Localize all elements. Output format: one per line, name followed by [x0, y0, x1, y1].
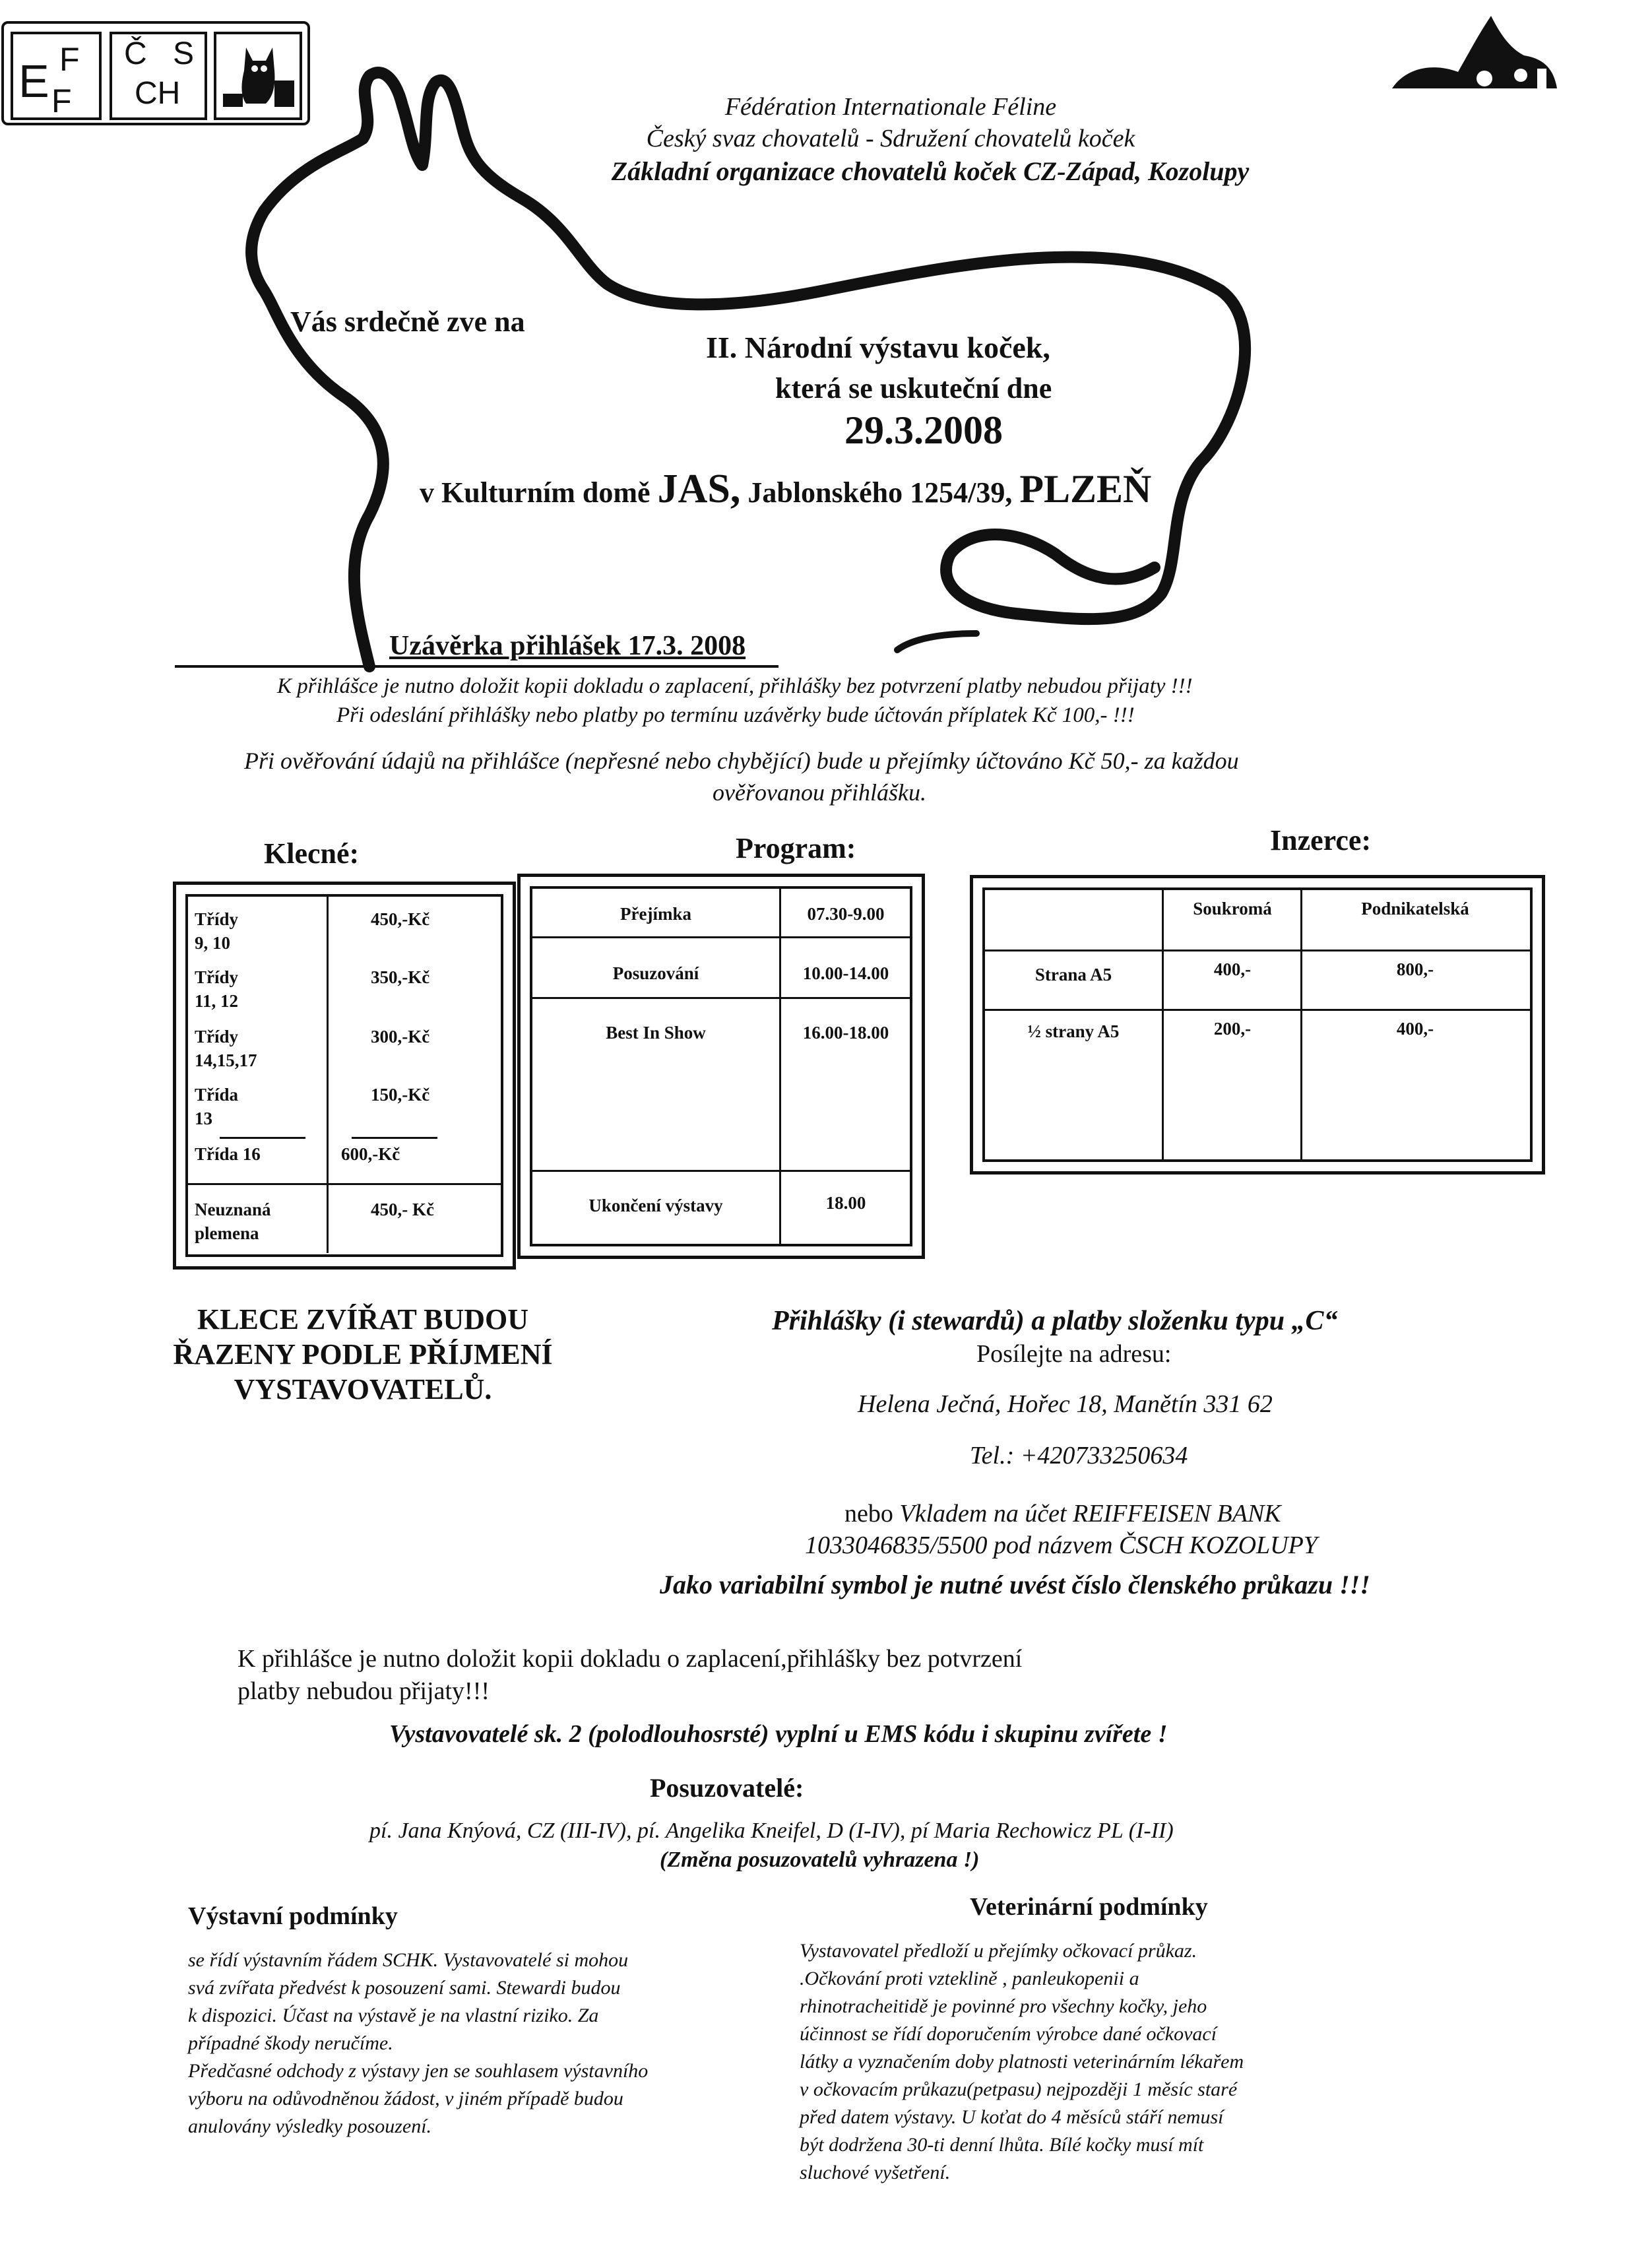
conditions-title: Výstavní podmínky [188, 1902, 398, 1930]
csch-letter: Č [124, 36, 147, 71]
table-row-value: 600,-Kč [341, 1144, 400, 1164]
section-program: Program: [736, 832, 856, 864]
invitation-intro: Vás srdečně zve na [290, 306, 525, 338]
conditions-line: případné škody neručíme. [188, 2032, 393, 2054]
vet-line: v očkovacím průkazu(petpasu) nejpozději 1 měsíc staré [800, 2078, 1238, 2100]
inzerce-price: 400,- [1396, 1019, 1434, 1039]
payment-note-line: K přihlášce je nutno doložit kopii dokladu o zaplacení,přihlášky bez potvrzení [238, 1645, 1023, 1673]
cages-line: VYSTAVOVATELŮ. [234, 1372, 492, 1405]
vet-text [800, 1937, 1244, 2187]
program-time: 07.30-9.00 [807, 904, 885, 924]
conditions-line: svá zvířata předvést k posouzení sami. Stewardi budou [188, 1977, 621, 1999]
judges-title: Posuzovatelé: [650, 1773, 804, 1803]
inzerce-price: 400,- [1213, 959, 1252, 979]
vet-line: sluchové vyšetření. [800, 2162, 951, 2183]
klecne-table [173, 882, 516, 1270]
svg-text:F: F [51, 82, 72, 117]
fife-logo [11, 32, 102, 120]
program-label: Ukončení výstavy [588, 1196, 723, 1215]
vet-line: před datem výstavy. U koťat do 4 měsíců stáří nemusí [800, 2106, 1224, 2128]
program-label: Best In Show [606, 1023, 706, 1043]
judges-names: pí. Jana Knýová, CZ (III-IV), pí. Angelika Kneifel, D (I-IV), pí Maria Rechowicz PL (I-II) [369, 1819, 1174, 1843]
venue-line [420, 466, 1151, 513]
program-time: 18.00 [825, 1193, 866, 1213]
table-row-value: 450,- Kč [371, 1200, 434, 1219]
logo-strip [1, 21, 310, 125]
cat-emblem-logo [214, 32, 302, 120]
inzerce-row-label: Strana A5 [1034, 965, 1112, 984]
table-row-label: Třídy 9, 10 [195, 909, 239, 953]
bank-prefix: nebo [844, 1500, 893, 1528]
inzerce-price: 800,- [1396, 959, 1434, 979]
cages-line: ŘAZENY PODLE PŘÍJMENÍ [173, 1337, 553, 1370]
contact-title: Přihlášky (i stewardů) a platby složenku typu „C“ [772, 1306, 1338, 1336]
table-row-label: Třída 16 [195, 1144, 261, 1164]
conditions-text [188, 1947, 648, 2141]
venue-name: JAS, [657, 467, 741, 511]
payment-note-line: platby nebudou přijaty!!! [238, 1677, 490, 1706]
cat-emblem-icon [216, 34, 300, 117]
note-verify-1: Při ověřování údajů na přihlášce (nepřesné nebo chybějící) bude u přejímky účtováno Kč 50,- za každou [244, 748, 1239, 774]
table-row-label: Třída 13 [195, 1085, 239, 1129]
section-klecne: Klecné: [264, 837, 360, 870]
conditions-line: výboru na odůvodněnou žádost, v jiném případě budou [188, 2088, 623, 2109]
svg-text:E: E [18, 55, 49, 107]
venue-address: Jablonského 1254/39, [747, 476, 1013, 509]
note-late-fee: Při odeslání přihlášky nebo platby po termínu uzávěrky bude účtován příplatek Kč 100,- !!! [336, 703, 1135, 727]
program-table [517, 874, 925, 1259]
conditions-line: Předčasné odchody z výstavy jen se souhlasem výstavního [188, 2060, 649, 2082]
conditions-line: se řídí výstavním řádem SCHK. Vystavovatelé si mohou [188, 1949, 629, 1971]
table-row-label: Třídy 11, 12 [195, 967, 239, 1012]
header-line1: Fédération Internationale Féline [724, 93, 1057, 121]
inzerce-row-label: ½ strany A5 [1027, 1021, 1120, 1041]
venue-prefix: v Kulturním domě [420, 476, 651, 509]
table-row-value: 450,-Kč [371, 909, 430, 929]
table-row-label: Třídy 14,15,17 [195, 1027, 257, 1071]
cat-silhouette-icon [1385, 9, 1564, 102]
payment-note [238, 1643, 1022, 1708]
table-row-label: Neuznaná plemena [195, 1200, 271, 1244]
header-line3: Základní organizace chovatelů koček CZ-Západ, Kozolupy [611, 156, 1250, 186]
note-verify-2: ověřovanou přihlášku. [713, 779, 926, 806]
contact-send: Posílejte na adresu: [976, 1340, 1172, 1368]
section-inzerce: Inzerce: [1270, 824, 1372, 856]
variable-symbol-note: Jako variabilní symbol je nutné uvést číslo členského průkazu !!! [660, 1570, 1370, 1599]
program-time: 16.00-18.00 [802, 1023, 889, 1043]
vet-line: rhinotracheitidě je povinné pro všechny kočky, jeho [800, 1995, 1207, 2017]
csch-letter: CH [135, 76, 181, 111]
group-note: Vystavovatelé sk. 2 (polodlouhosrsté) vyplní u EMS kódu i skupinu zvířete ! [389, 1720, 1168, 1748]
program-time: 10.00-14.00 [802, 963, 889, 983]
event-held: která se uskuteční dne [775, 372, 1052, 404]
contact-bank-line2: 1033046835/5500 pod názvem ČSCH KOZOLUPY [805, 1531, 1318, 1559]
note-payment: K přihlášce je nutno doložit kopii dokladu o zaplacení, přihlášky bez potvrzení platby nebudou přijaty !!! [277, 674, 1193, 698]
inzerce-header: Soukromá [1193, 899, 1272, 918]
contact-bank-line1 [844, 1499, 1281, 1528]
vet-line: účinnost se řídí doporučením výrobce dané očkovací [800, 2023, 1217, 2045]
vet-line: být dodržena 30-ti denní lhůta. Bílé kočky musí mít [800, 2134, 1204, 2156]
inzerce-price: 200,- [1213, 1019, 1252, 1039]
bank-account-name: Vkladem na účet REIFFEISEN BANK [899, 1500, 1281, 1528]
cages-line: KLECE ZVÍŘAT BUDOU [197, 1303, 529, 1336]
contact-address: Helena Ječná, Hořec 18, Manětín 331 62 [858, 1390, 1273, 1418]
table-row-value: 300,-Kč [371, 1027, 430, 1046]
vet-line: Vystavovatel předloží u přejímky očkovací průkaz. [800, 1940, 1197, 1962]
program-label: Posuzování [612, 963, 699, 983]
inzerce-table [970, 875, 1545, 1175]
vet-title: Veterinární podmínky [970, 1893, 1208, 1921]
venue-city: PLZEŇ [1019, 467, 1152, 511]
table-row-value: 150,-Kč [371, 1085, 430, 1105]
event-date: 29.3.2008 [844, 408, 1003, 452]
event-title: II. Národní výstavu koček, [706, 331, 1050, 364]
cages-notice [132, 1303, 594, 1407]
deadline: Uzávěrka přihlášek 17.3. 2008 [389, 631, 746, 661]
judges-change: (Změna posuzovatelů vyhrazena !) [660, 1848, 980, 1872]
vet-line: .Očkování proti vzteklině , panleukopenii a [800, 1968, 1139, 1989]
svg-text:F: F [59, 41, 80, 78]
inzerce-header: Podnikatelská [1361, 899, 1469, 918]
conditions-line: anulovány výsledky posouzení. [188, 2115, 432, 2137]
program-label: Přejímka [620, 904, 691, 924]
vet-line: látky a vyznačením doby platnosti veterinárním lékařem [800, 2051, 1244, 2073]
table-row-value: 350,-Kč [371, 967, 430, 987]
conditions-line: k dispozici. Účast na výstavě je na vlastní riziko. Za [188, 2005, 599, 2026]
csch-letter: S [173, 36, 195, 71]
csch-logo [110, 32, 207, 120]
header-line2: Český svaz chovatelů - Sdružení chovatelů koček [646, 125, 1135, 152]
fife-logo-icon [13, 34, 99, 117]
contact-tel: Tel.: +420733250634 [970, 1442, 1188, 1469]
